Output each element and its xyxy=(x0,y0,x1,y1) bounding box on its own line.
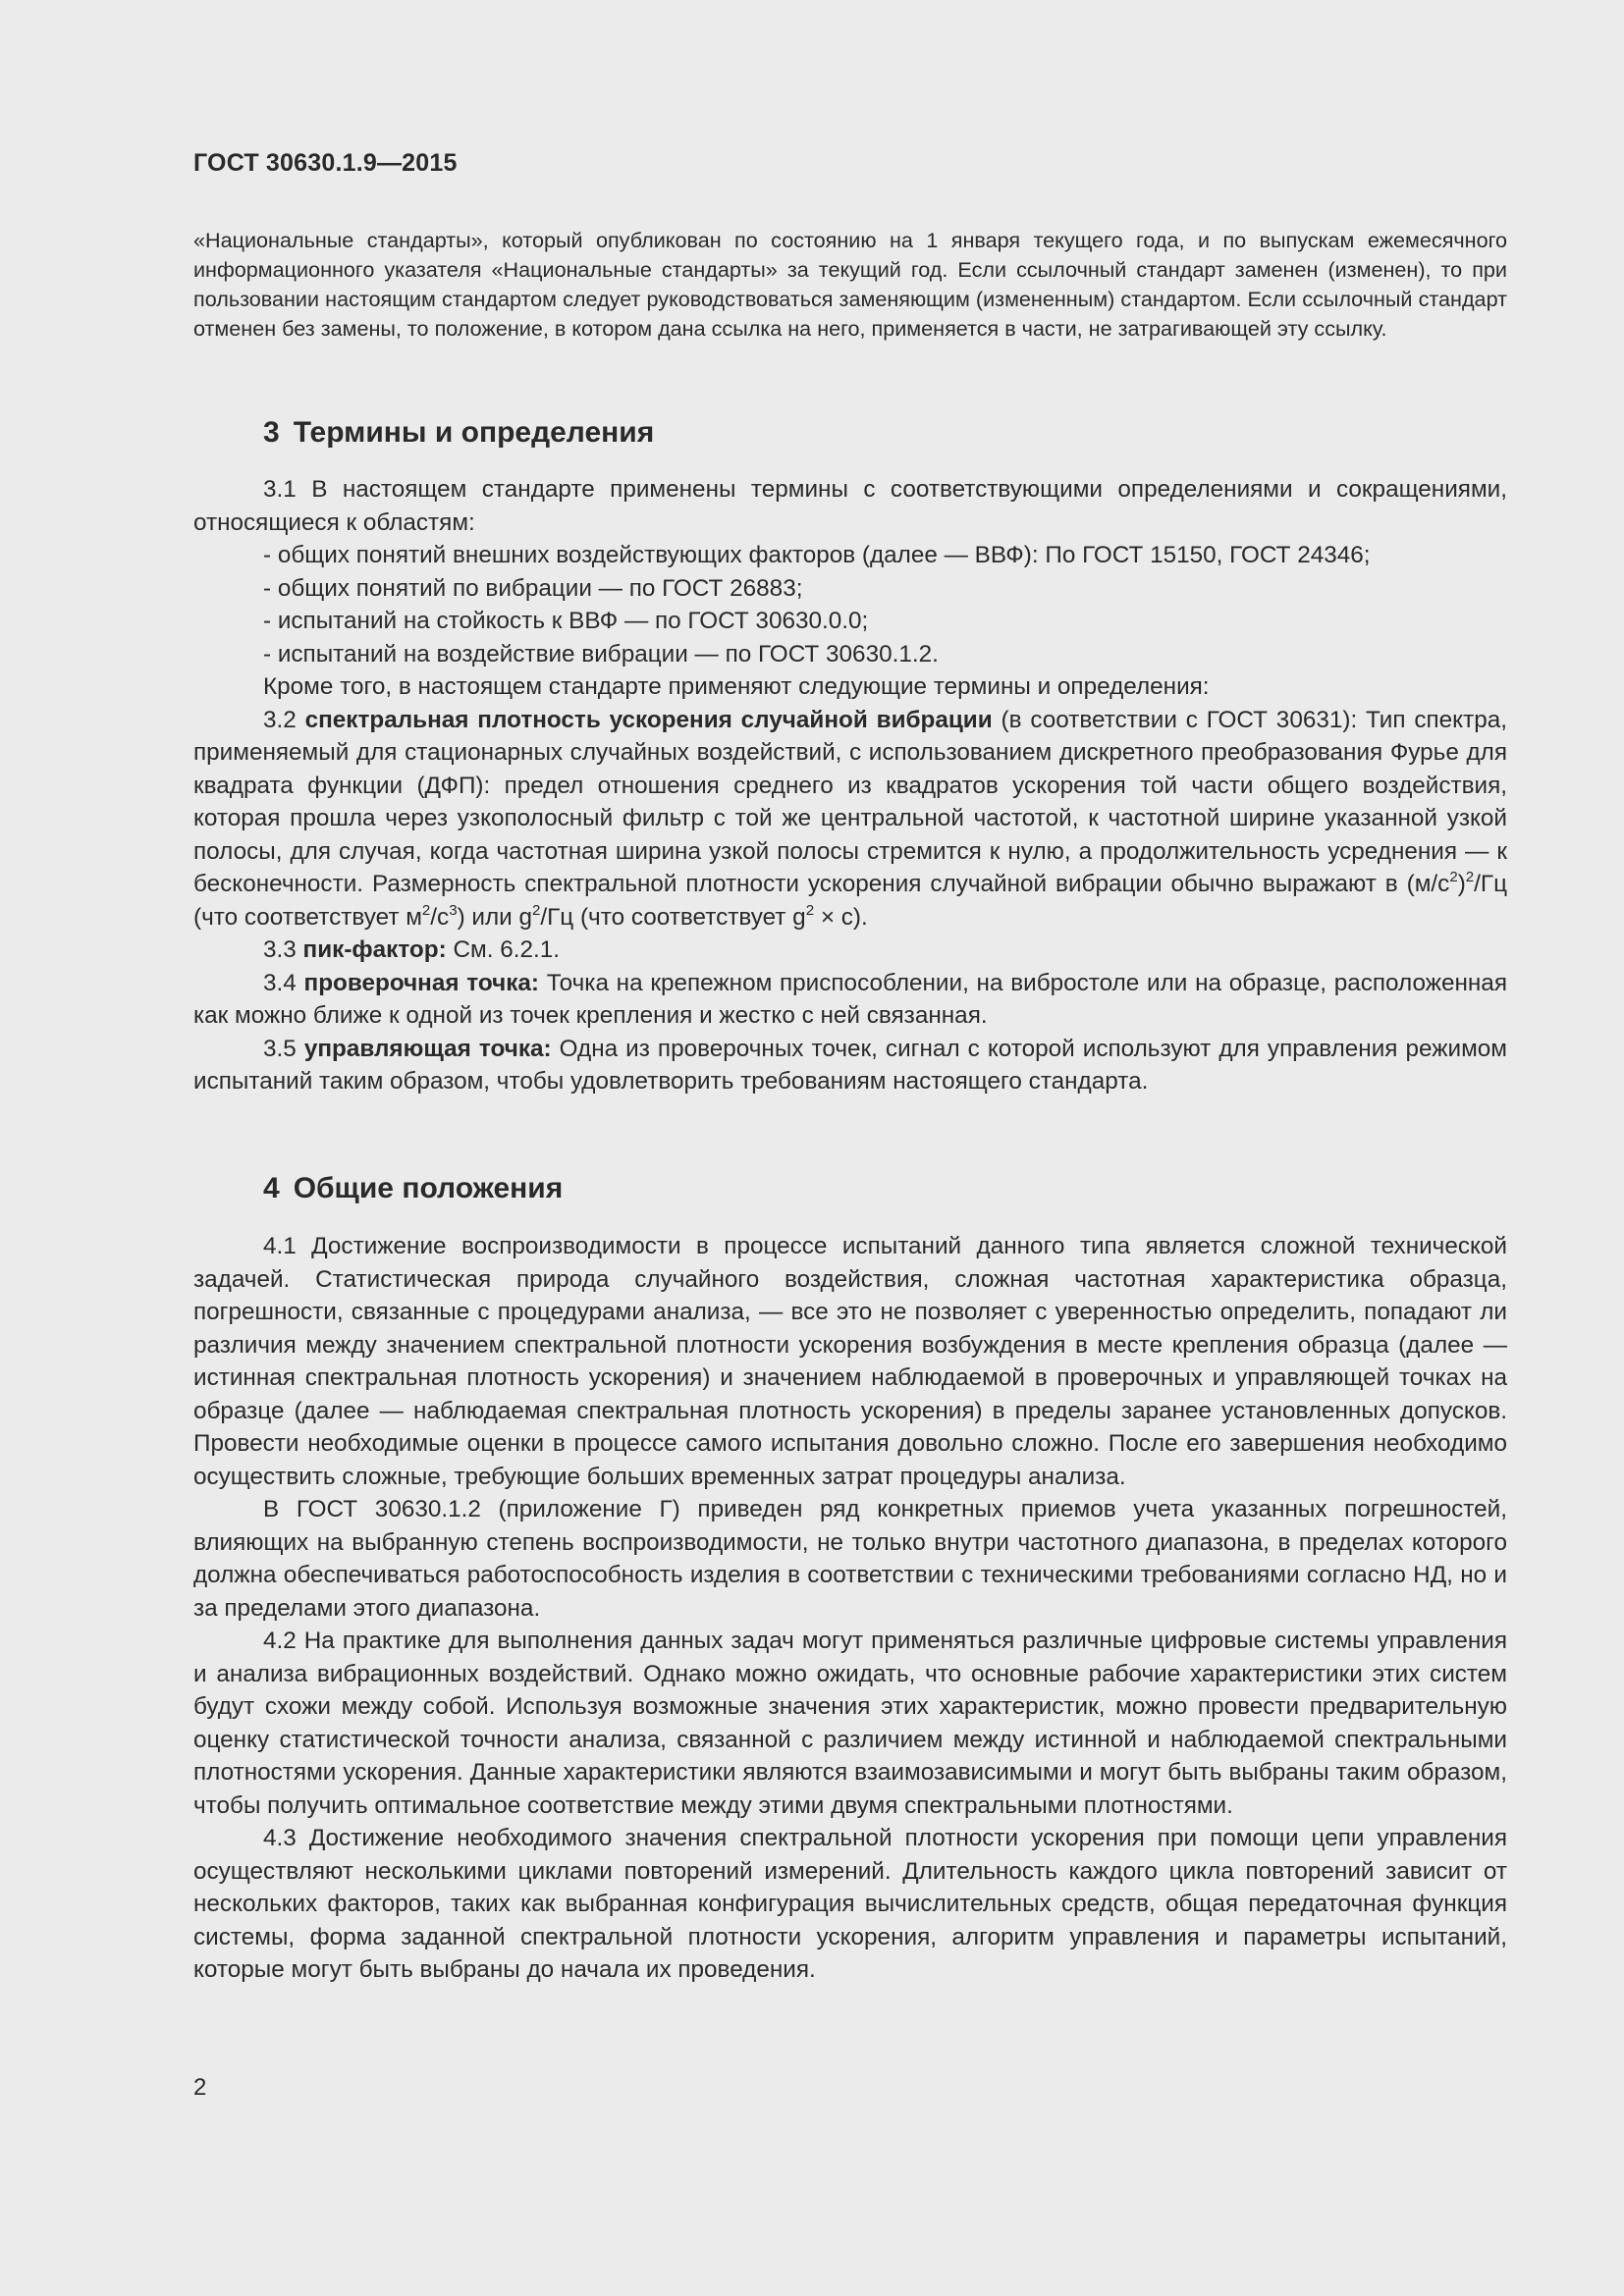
standard-header: ГОСТ 30630.1.9—2015 xyxy=(193,149,458,177)
clause-3-3: 3.3 пик-фактор: См. 6.2.1. xyxy=(263,936,560,963)
section-4-number: 4 xyxy=(263,1172,280,1204)
section-3-body xyxy=(193,473,1507,1098)
term: спектральная плотность ускорения случайной вибрации xyxy=(304,706,993,733)
clause-4-1: 4.1 Достижение воспроизводимости в процессе испытаний данного типа является сложной технической задачей. Статистическая природа случайного воздействия, сложная частотная характеристика образца, погрешности, связанные с процедурами анализа, — все это не позволяет с уверенностью определить, попадают ли различия между значением спектральной плотности ускорения возбуждения в месте крепления образца (далее — истинная спектральная плотность ускорения) и значением наблюдаемой в проверочных и управляющей точках на образце (далее — наблюдаемая спектральная плотность ускорения) в пределы заранее установленных допусков. Провести необходимые оценки в процессе самого испытания довольно сложно. После его завершения необходимо осуществить сложные, требующие больших временных затрат процедуры анализа. xyxy=(193,1233,1507,1490)
page-number: 2 xyxy=(193,2074,207,2101)
section-3-title: Термины и определения xyxy=(293,416,655,449)
term: проверочная точка: xyxy=(303,969,539,996)
clause-4-3: 4.3 Достижение необходимого значения спектральной плотности ускорения при помощи цепи управления осуществляют несколькими циклами повторений измерений. Длительность каждого цикла повторений зависит от нескольких факторов, таких как выбранная конфигурация вычислительных средств, общая передаточная функция системы, форма заданной спектральной плотности ускорения, алгоритм управления и параметры испытаний, которые могут быть выбраны до начала их проведения. xyxy=(193,1825,1507,1983)
intro-paragraph: «Национальные стандарты», который опубликован по состоянию на 1 января текущего года, и по выпускам ежемесячного информационного указателя «Национальные стандарты» за текущий год. Если ссылочный стандарт заменен (изменен), то при пользовании настоящим стандартом следует руководствоваться заменяющим (измененным) стандартом. Если ссылочный стандарт отменен без замены, то положение, в котором дана ссылка на него, применяется в части, не затрагивающей эту ссылку. xyxy=(193,228,1507,341)
section-4-title: Общие положения xyxy=(293,1172,564,1204)
list-item: - испытаний на стойкость к ВВФ — по ГОСТ 30630.0.0; xyxy=(263,608,869,634)
section-4-body xyxy=(193,1230,1507,1987)
term: управляющая точка: xyxy=(303,1035,552,1062)
clause-4-2: 4.2 На практике для выполнения данных задач могут применяться различные цифровые системы управления и анализа вибрационных воздействий. Однако можно ожидать, что основные рабочие характеристики этих систем будут схожи между собой. Используя возможные значения этих характеристик, можно провести предварительную оценку статистической точности анализа, связанной с различием между истинной и наблюдаемой спектральными плотностями ускорения. Данные характеристики являются взаимозависимыми и могут быть выбраны таким образом, чтобы получить оптимальное соответствие между этими двумя спектральными плотностями. xyxy=(193,1628,1507,1819)
clause-4-1-continued: В ГОСТ 30630.1.2 (приложение Г) приведен ряд конкретных приемов учета указанных погрешностей, влияющих на выбранную степень воспроизводимости, не только внутри частотного диапазона, в пределах которого должна обеспечиваться работоспособность изделия в соответствии с техническими требованиями согласно НД, но и за пределами этого диапазона. xyxy=(193,1496,1507,1622)
list-item: - испытаний на воздействие вибрации — по ГОСТ 30630.1.2. xyxy=(263,640,939,667)
section-3-number: 3 xyxy=(263,416,280,449)
terms-intro: Кроме того, в настоящем стандарте применяют следующие термины и определения: xyxy=(263,673,1210,700)
clause-3-5: 3.5 управляющая точка: Одна из проверочных точек, сигнал с которой используют для управления режимом испытаний таким образом, чтобы удовлетворить требованиям настоящего стандарта. xyxy=(193,1035,1507,1095)
section-4-heading xyxy=(263,1172,563,1205)
list-item: - общих понятий по вибрации — по ГОСТ 26883; xyxy=(263,574,803,602)
clause-3-4: 3.4 проверочная точка: Точка на крепежном приспособлении, на вибростоле или на образце, расположенная как можно ближе к одной из точек крепления и жестко с ней связанная. xyxy=(193,969,1507,1029)
clause-3-2: 3.2 спектральная плотность ускорения случайной вибрации (в соответствии с ГОСТ 30631): Тип спектра, применяемый для стационарных случайных воздействий, с использованием дискретного преобразования Фурье для квадрата функции (ДФП): предел отношения среднего из квадратов ускорения той части общего воздействия, которая прошла через узкополосный фильтр с той же центральной частотой, к частотной ширине указанной узкой полосы, для случая, когда частотная ширина узкой полосы стремится к нулю, а продолжительность усреднения — к бесконечности. Размерность спектральной плотности ускорения случайной вибрации обычно выражают в $(м/с^2)^2/Гц$ (что соответствует $м^2/с^3$) или $g^2/Гц$ (что соответствует $g^2 \times с$). xyxy=(193,706,1507,931)
section-3-heading xyxy=(263,416,654,450)
list-item: - общих понятий внешних воздействующих факторов (далее — ВВФ): По ГОСТ 15150, ГОСТ 24346; xyxy=(263,542,1371,568)
clause-3-1: 3.1 В настоящем стандарте применены термины с соответствующими определениями и сокращениями, относящиеся к областям: xyxy=(193,476,1507,536)
term: пик-фактор: xyxy=(302,936,447,963)
